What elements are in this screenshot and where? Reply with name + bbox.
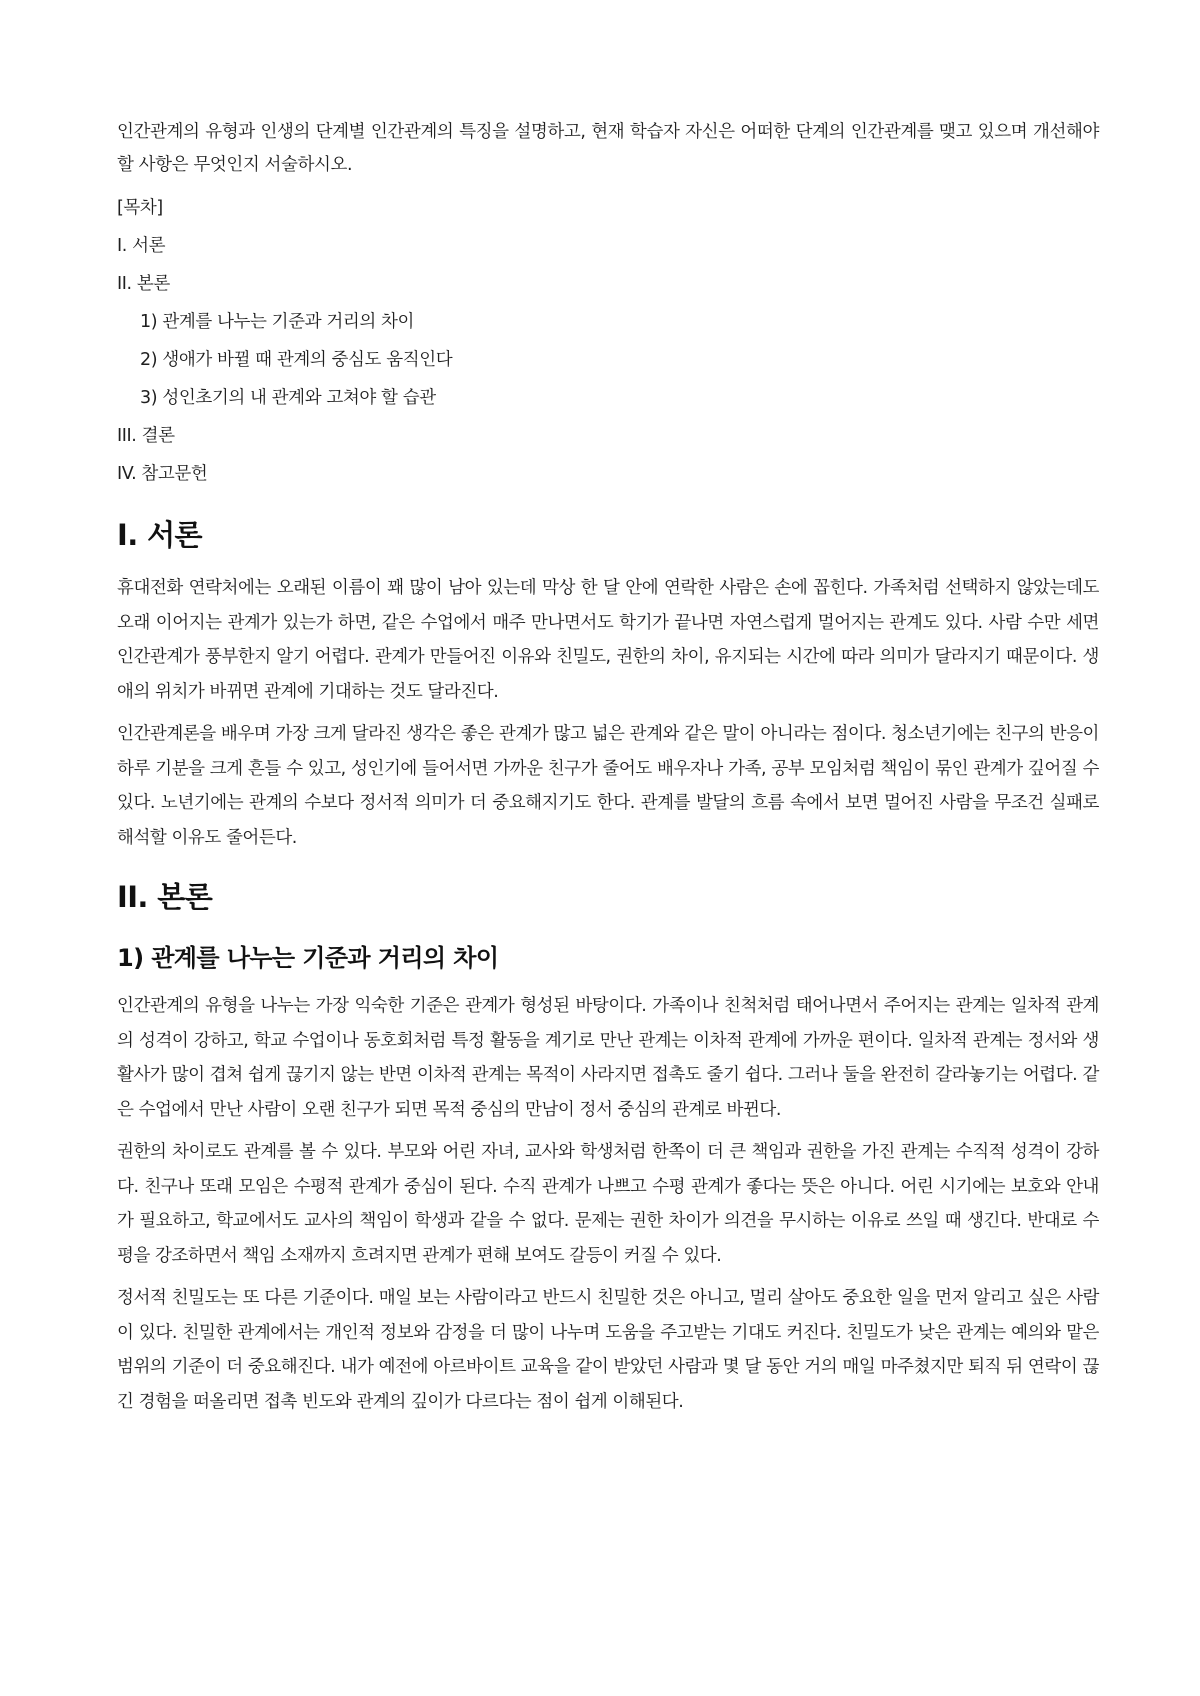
body-section <box>117 875 1099 1419</box>
body-paragraph: 권한의 차이로도 관계를 볼 수 있다. 부모와 어린 자녀, 교사와 학생처럼 한쪽이 더 큰 책임과 권한을 가진 관계는 수직적 성격이 강하다. 친구나 또래 모임은 수평적 관계가 중심이 된다. 수직 관계가 나쁘고 수평 관계가 좋다는 뜻은 아니다. 어린 시기에는 보호와 안내가 필요하고, 학교에서도 교사의 책임이 학생과 같을 수 없다. 문제는 권한 차이가 의견을 무시하는 이유로 쓰일 때 생긴다. 반대로 수평을 강조하면서 책임 소재까지 흐려지면 관계가 편해 보여도 갈등이 커질 수 있다. <box>117 1142 1099 1266</box>
body-paragraph: 인간관계의 유형을 나누는 가장 익숙한 기준은 관계가 형성된 바탕이다. 가족이나 친척처럼 태어나면서 주어지는 관계는 일차적 관계의 성격이 강하고, 학교 수업이나 동호회처럼 특정 활동을 계기로 만난 관계는 이차적 관계에 가까운 편이다. 일차적 관계는 정서와 생활사가 많이 겹쳐 쉽게 끊기지 않는 반면 이차적 관계는 목적이 사라지면 접촉도 줄기 쉽다. 그러나 둘을 완전히 갈라놓기는 어렵다. 같은 수업에서 만난 사람이 오랜 친구가 되면 목적 중심의 만남이 정서 중심의 관계로 바뀐다. <box>117 996 1099 1120</box>
toc-item-body: II. 본론 <box>117 274 170 294</box>
toc-item-conclusion: III. 결론 <box>117 426 175 446</box>
intro-paragraph: 인간관계론을 배우며 가장 크게 달라진 생각은 좋은 관계가 많고 넓은 관계와 같은 말이 아니라는 점이다. 청소년기에는 친구의 반응이 하루 기분을 크게 흔들 수 있고, 성인기에 들어서면 가까운 친구가 줄어도 배우자나 가족, 공부 모임처럼 책임이 묶인 관계가 깊어질 수 있다. 노년기에는 관계의 수보다 정서적 의미가 더 중요해지기도 한다. 관계를 발달의 흐름 속에서 보면 멀어진 사람을 무조건 실패로 해석할 이유도 줄어든다. <box>117 724 1099 848</box>
intro-heading: I. 서론 <box>117 518 202 552</box>
toc-item-references: IV. 참고문헌 <box>117 464 208 484</box>
document-page <box>117 116 1099 1427</box>
toc-item-body-3: 3) 성인초기의 내 관계와 고쳐야 할 습관 <box>140 388 436 408</box>
toc-item-body-2: 2) 생애가 바뀔 때 관계의 중심도 움직인다 <box>140 350 453 370</box>
prompt-text: 인간관계의 유형과 인생의 단계별 인간관계의 특징을 설명하고, 현재 학습자 자신은 어떠한 단계의 인간관계를 맺고 있으며 개선해야 할 사항은 무엇인지 서술하시오. <box>117 122 1099 175</box>
body-subsection-1-heading: 1) 관계를 나누는 기준과 거리의 차이 <box>117 944 499 972</box>
intro-paragraph: 휴대전화 연락처에는 오래된 이름이 꽤 많이 남아 있는데 막상 한 달 안에 연락한 사람은 손에 꼽힌다. 가족처럼 선택하지 않았는데도 오래 이어지는 관계가 있는가 하면, 같은 수업에서 매주 만나면서도 학기가 끝나면 자연스럽게 멀어지는 관계도 있다. 사람 수만 세면 인간관계가 풍부한지 알기 어렵다. 관계가 만들어진 이유와 친밀도, 권한의 차이, 유지되는 시간에 따라 의미가 달라지기 때문이다. 생애의 위치가 바뀌면 관계에 기대하는 것도 달라진다. <box>117 578 1099 702</box>
toc-item-intro: I. 서론 <box>117 236 166 256</box>
body-heading: II. 본론 <box>117 880 213 914</box>
toc-item-body-1: 1) 관계를 나누는 기준과 거리의 차이 <box>140 312 415 332</box>
table-of-contents <box>117 189 1099 493</box>
toc-title: [목차] <box>117 198 163 218</box>
assignment-prompt <box>117 116 1099 182</box>
intro-section <box>117 513 1099 855</box>
body-paragraph: 정서적 친밀도는 또 다른 기준이다. 매일 보는 사람이라고 반드시 친밀한 것은 아니고, 멀리 살아도 중요한 일을 먼저 알리고 싶은 사람이 있다. 친밀한 관계에서는 개인적 정보와 감정을 더 많이 나누며 도움을 주고받는 기대도 커진다. 친밀도가 낮은 관계는 예의와 맡은 범위의 기준이 더 중요해진다. 내가 예전에 아르바이트 교육을 같이 받았던 사람과 몇 달 동안 거의 매일 마주쳤지만 퇴직 뒤 연락이 끊긴 경험을 떠올리면 접촉 빈도와 관계의 깊이가 다르다는 점이 쉽게 이해된다. <box>117 1288 1099 1412</box>
